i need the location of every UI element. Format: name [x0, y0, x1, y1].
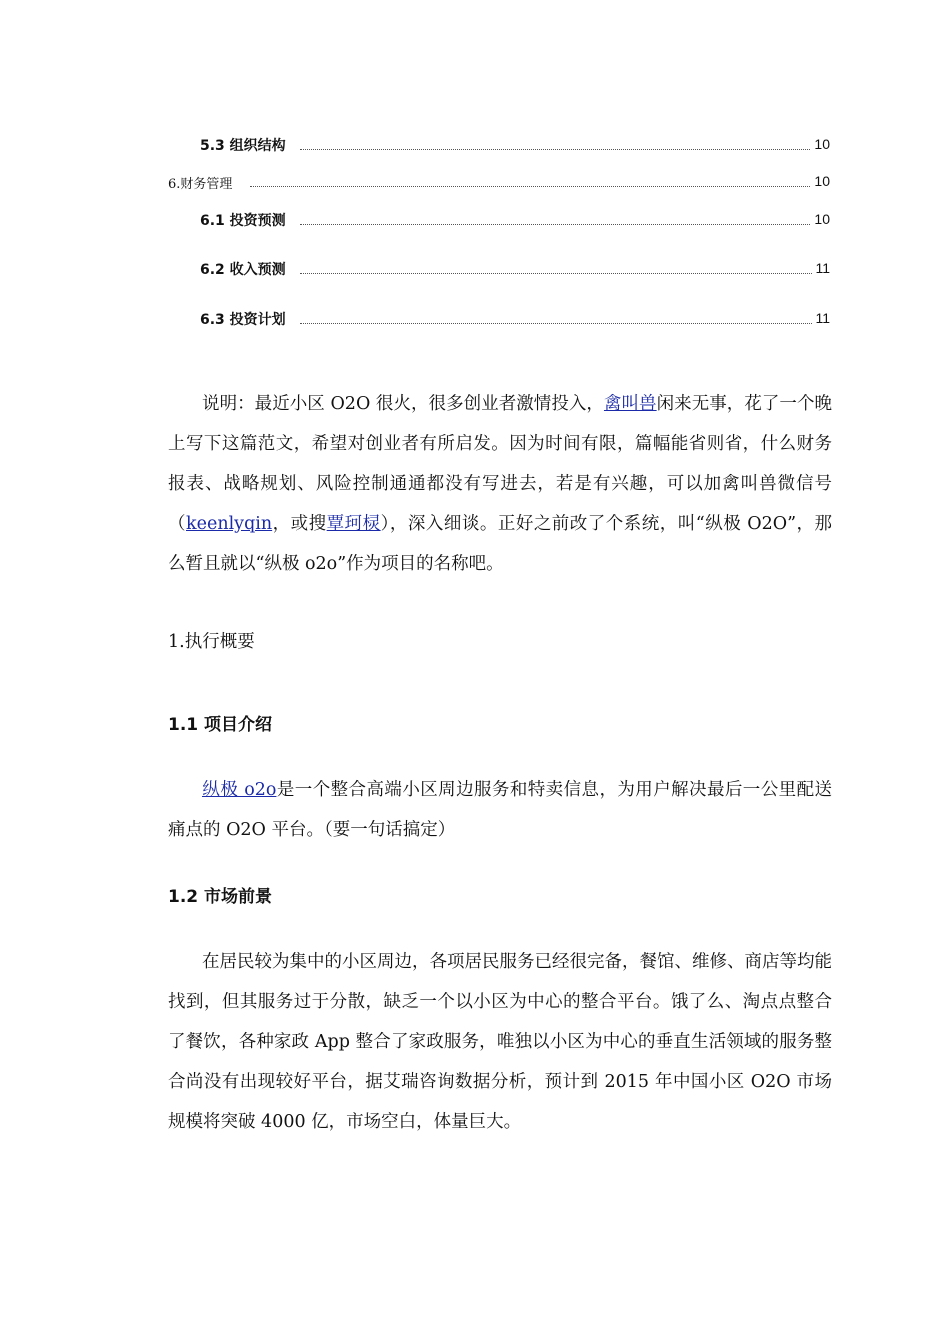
note-text: 闲来无事，花了一个晚上写下这篇范文，希望对创业者有所启发。因为时间有限，篇幅能省则省，什么财务报表、战略规划、风险控制通通都没有写进去，若是有兴趣，可以加禽叫兽微信号（ — [168, 394, 833, 534]
toc-entry-title: 6.1 投资预测 — [200, 210, 289, 230]
toc-entry-page: 11 — [812, 260, 830, 276]
toc-leader — [300, 224, 828, 225]
toc-entry[interactable] — [0, 209, 950, 231]
note-paragraph — [168, 384, 832, 584]
subsection-heading: 1.2 市场前景 — [168, 887, 273, 907]
author-name-link[interactable]: 覃珂棂 — [326, 514, 381, 534]
toc-entry[interactable] — [0, 308, 950, 330]
subsection-heading: 1.1 项目介绍 — [168, 715, 273, 735]
note-text: 说明：最近小区 O2O 很火，很多创业者激情投入， — [202, 394, 604, 414]
project-name-link[interactable]: 纵极 o2o — [202, 780, 277, 800]
toc-leader — [300, 323, 828, 324]
toc-entry-title: 6.3 投资计划 — [200, 309, 289, 329]
project-intro-paragraph — [168, 770, 832, 850]
toc-entry[interactable] — [0, 134, 950, 156]
toc-entry-title: 6.2 收入预测 — [200, 259, 289, 279]
market-paragraph — [168, 942, 832, 1142]
project-intro-text: 是一个整合高端小区周边服务和特卖信息，为用户解决最后一公里配送痛点的 O2O 平台。（要一句话搞定） — [168, 780, 832, 840]
toc-entry-title: 5.3 组织结构 — [200, 135, 289, 155]
toc-leader — [250, 186, 828, 187]
toc-entry-page: 10 — [811, 173, 830, 189]
toc-entry[interactable] — [0, 171, 950, 193]
wechat-id-link[interactable]: keenlyqin — [186, 514, 273, 534]
toc-entry-page: 10 — [811, 136, 830, 152]
market-text: 在居民较为集中的小区周边，各项居民服务已经很完备，餐馆、维修、商店等均能找到，但其服务过于分散，缺乏一个以小区为中心的整合平台。饿了么、淘点点整合了餐饮，各种家政 App 整合了家政服务，唯独以小区为中心的垂直生活领域的服务整合尚没有出现较好平台，据艾瑞咨询数据分析，预计到 2015 年中国小区 O2O 市场规模将突破 4000 亿，市场空白，体量巨大。 — [168, 952, 832, 1132]
section-heading: 1.执行概要 — [168, 632, 255, 652]
toc-leader — [300, 273, 828, 274]
author-link[interactable]: 禽叫兽 — [603, 394, 657, 414]
toc-entry[interactable] — [0, 258, 950, 280]
note-text: ，或搜 — [272, 514, 327, 534]
toc-entry-page: 11 — [812, 310, 830, 326]
note-text: ），深入细谈。正好之前改了个系统，叫“纵极 O2O”，那么暂且就以“纵极 o2o”作为项目的名称吧。 — [168, 514, 833, 574]
toc-entry-title: 6.财务管理 — [168, 173, 235, 192]
toc-entry-page: 10 — [811, 211, 830, 227]
toc-leader — [300, 149, 828, 150]
